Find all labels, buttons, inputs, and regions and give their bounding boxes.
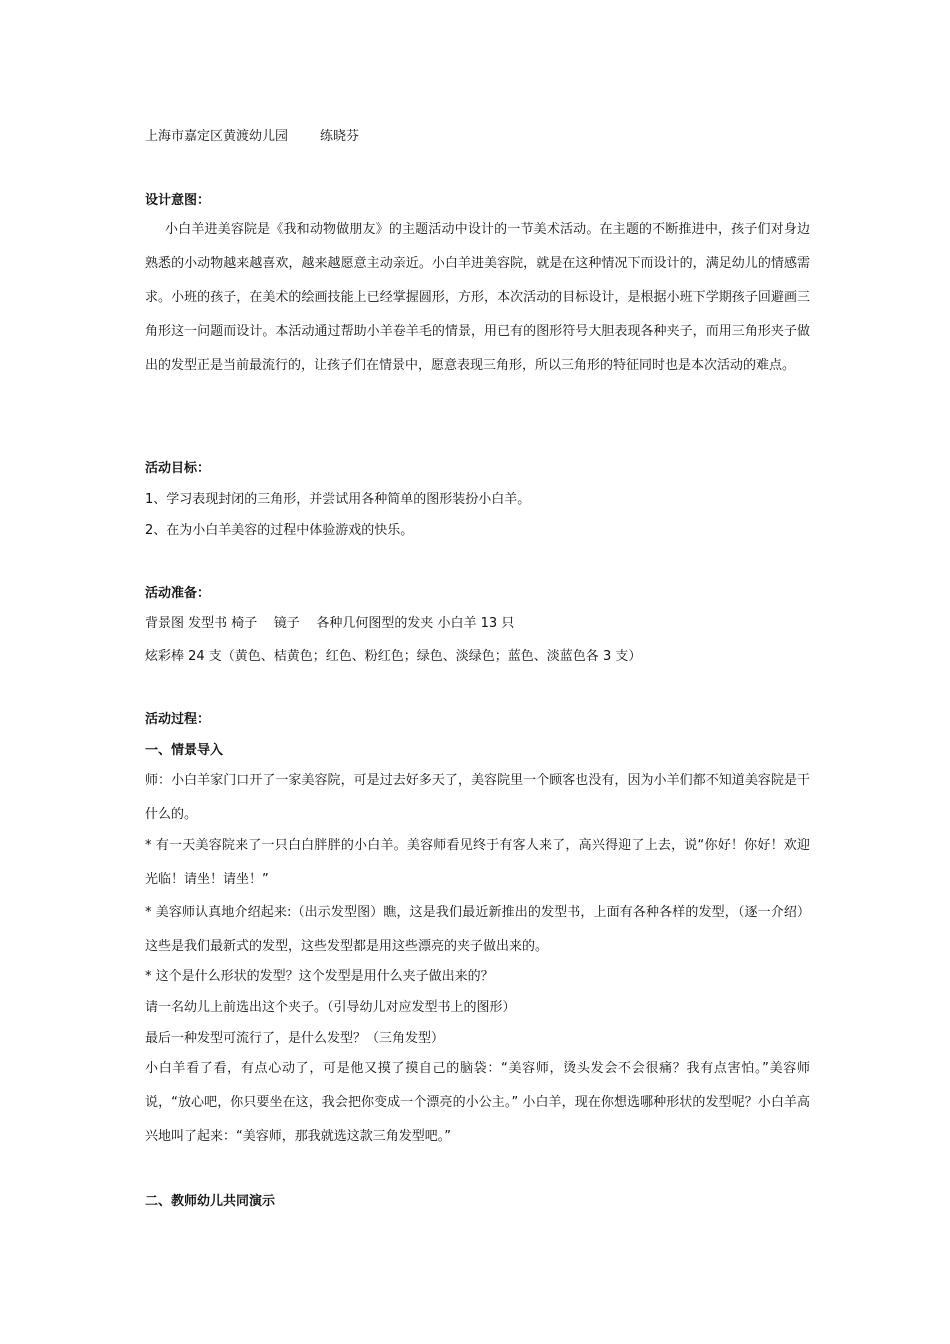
section-1-heading: 一、情景导入 xyxy=(145,743,224,758)
process-paragraph-1: 师：小白羊家门口开了一家美容院，可是过去好多天了，美容院里一个顾客也没有，因为小羊们都不知道美容院是干什么的。 xyxy=(145,773,810,822)
preparation-heading: 活动准备： xyxy=(145,586,211,601)
author-name: 练晓芬 xyxy=(320,129,360,144)
goals-heading: 活动目标： xyxy=(145,461,211,476)
goal-item-1: 1、学习表现封闭的三角形，并尝试用各种简单的图形装扮小白羊。 xyxy=(145,492,531,507)
design-intent-paragraph: 小白羊进美容院是《我和动物做朋友》的主题活动中设计的一节美术活动。在主题的不断推进中，孩子们对身边熟悉的小动物越来越喜欢，越来越愿意主动亲近。小白羊进美容院，就是在这种情况下而设计的，满足幼儿的情感需求。小班的孩子，在美术的绘画技能上已经掌握圆形，方形，本次活动的目标设计，是根据小班下学期孩子回避画三角形这一问题而设计。本活动通过帮助小羊卷羊毛的情景，用已有的图形符号大胆表现各种夹子，而用三角形夹子做出的发型正是当前最流行的，让孩子们在情景中，愿意表现三角形，所以三角形的特征同时也是本次活动的难点。 xyxy=(145,222,810,373)
process-paragraph-3: * 美容师认真地介绍起来:（出示发型图）瞧，这是我们最近新推出的发型书，上面有各种各样的发型，（逐一介绍）这些是我们最新式的发型，这些发型都是用这些漂亮的夹子做出来的。 xyxy=(145,905,810,954)
goal-item-2: 2、在为小白羊美容的过程中体验游戏的快乐。 xyxy=(145,523,414,538)
author-line xyxy=(145,128,359,146)
process-paragraph-4: * 这个是什么形状的发型？这个发型是用什么夹子做出来的？ xyxy=(145,969,494,984)
section-2-heading: 二、教师幼儿共同演示 xyxy=(145,1194,276,1209)
process-paragraph-5: 请一名幼儿上前选出这个夹子。（引导幼儿对应发型书上的图形） xyxy=(145,1000,516,1015)
design-intent-heading: 设计意图： xyxy=(145,193,211,208)
process-paragraph-7: 小白羊看了看，有点心动了，可是他又摸了摸自己的脑袋：“美容师，烫头发会不会很痛？我有点害怕。”美容师说，“放心吧，你只要坐在这，我会把你变成一个漂亮的小公主。” 小白羊，现在你想选哪种形状的发型呢？小白羊高兴地叫了起来：“美容师，那我就选这款三角发型吧。” xyxy=(145,1061,810,1144)
preparation-line-2: 炫彩棒 24 支（黄色、桔黄色；红色、粉红色；绿色、淡绿色；蓝色、淡蓝色各 3 支） xyxy=(145,649,642,664)
process-heading: 活动过程： xyxy=(145,712,211,727)
process-paragraph-6: 最后一种发型可流行了，是什么发型？（三角发型） xyxy=(145,1031,445,1046)
school-name: 上海市嘉定区黄渡幼儿园 xyxy=(145,129,289,144)
process-paragraph-2: * 有一天美容院来了一只白白胖胖的小白羊。美容师看见终于有客人来了，高兴得迎了上去，说“你好！你好！欢迎光临！请坐！请坐！” xyxy=(145,838,810,887)
preparation-line-1: 背景图 发型书 椅子 镜子 各种几何图型的发夹 小白羊 13 只 xyxy=(145,616,515,631)
